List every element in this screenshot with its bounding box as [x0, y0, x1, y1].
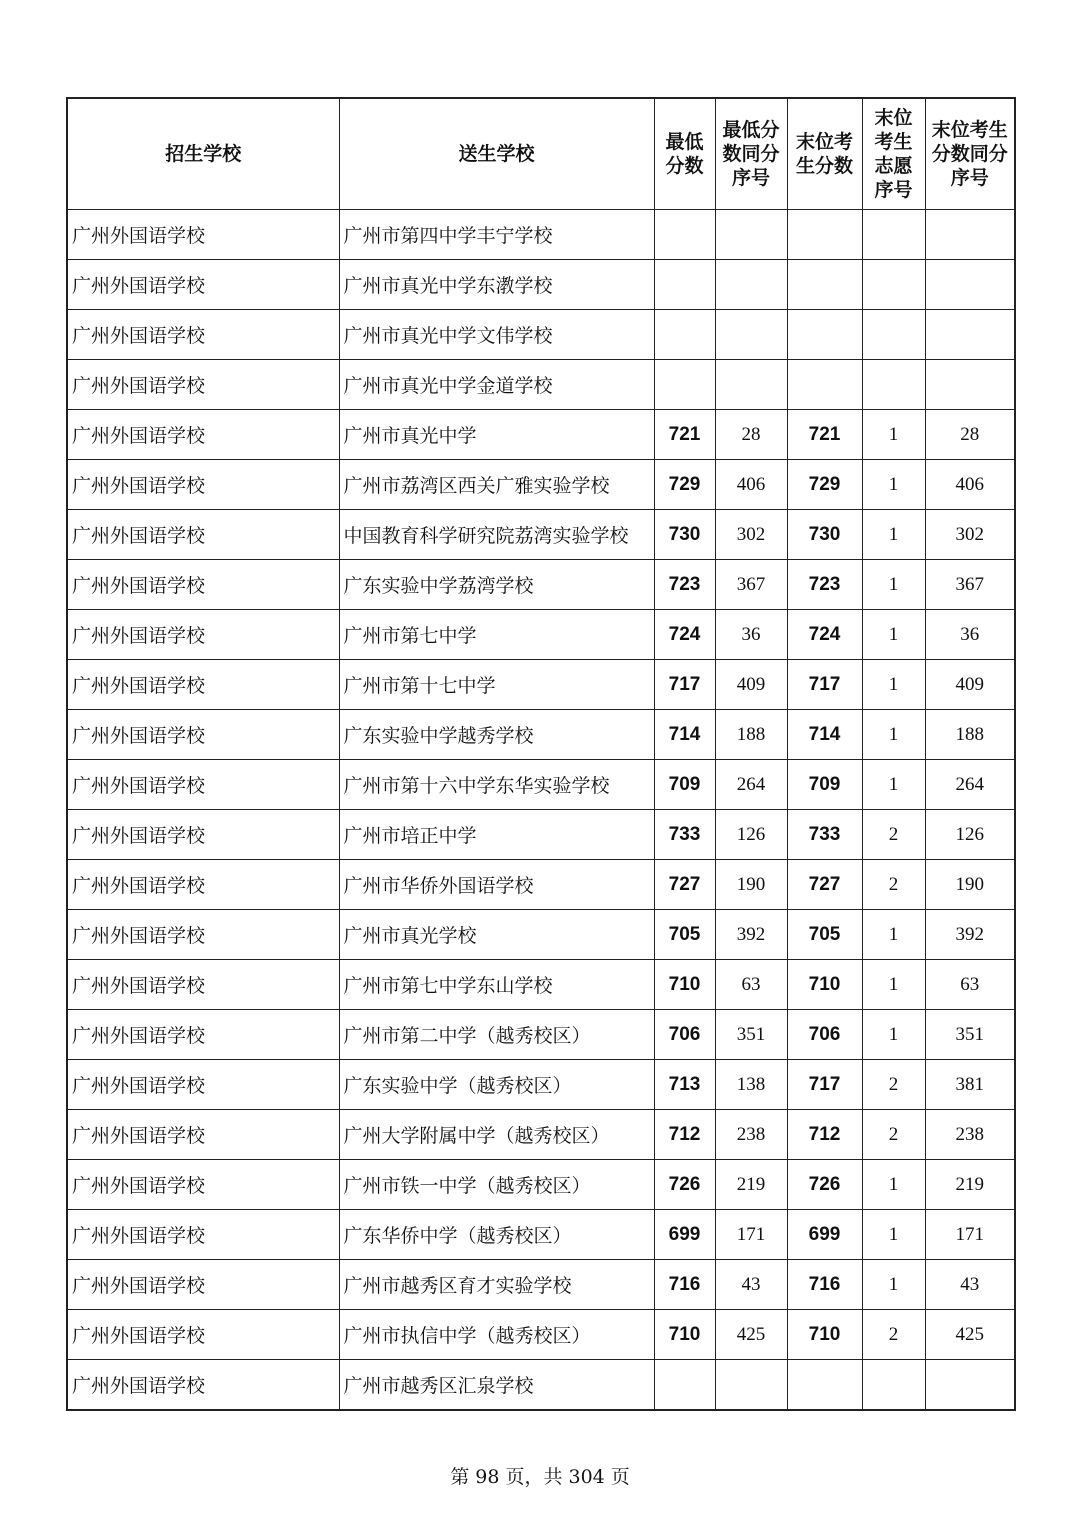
- min-score-tie-rank-cell: 171: [715, 1210, 787, 1260]
- last-student-preference-rank-cell: 1: [862, 960, 925, 1010]
- last-student-preference-rank-cell: 2: [862, 1310, 925, 1360]
- sending-school-cell: 中国教育科学研究院荔湾实验学校: [339, 510, 654, 560]
- min-score-cell: 706: [654, 1010, 715, 1060]
- min-score-tie-rank-cell: [715, 310, 787, 360]
- table-row: [67, 1110, 1015, 1160]
- last-student-tie-rank-cell: 43: [925, 1260, 1015, 1310]
- last-student-score-cell: 730: [787, 510, 862, 560]
- header-last-student-tie-rank: 末位考生分数同分序号: [925, 98, 1015, 210]
- min-score-cell: [654, 360, 715, 410]
- last-student-score-cell: 705: [787, 910, 862, 960]
- last-student-tie-rank-cell: 351: [925, 1010, 1015, 1060]
- last-student-preference-rank-cell: 1: [862, 560, 925, 610]
- enrolling-school-cell: 广州外国语学校: [67, 1260, 339, 1310]
- last-student-tie-rank-cell: 36: [925, 610, 1015, 660]
- table-row: [67, 860, 1015, 910]
- last-student-tie-rank-cell: [925, 210, 1015, 260]
- enrolling-school-cell: 广州外国语学校: [67, 760, 339, 810]
- last-student-tie-rank-cell: 264: [925, 760, 1015, 810]
- sending-school-cell: 广东华侨中学（越秀校区）: [339, 1210, 654, 1260]
- admission-table-container: [66, 97, 1014, 1411]
- header-last-student-preference-rank: 末位考生志愿序号: [862, 98, 925, 210]
- last-student-preference-rank-cell: 1: [862, 1260, 925, 1310]
- last-student-preference-rank-cell: [862, 310, 925, 360]
- enrolling-school-cell: 广州外国语学校: [67, 1210, 339, 1260]
- min-score-tie-rank-cell: [715, 1360, 787, 1411]
- min-score-cell: 705: [654, 910, 715, 960]
- min-score-cell: 713: [654, 1060, 715, 1110]
- last-student-preference-rank-cell: 1: [862, 610, 925, 660]
- last-student-score-cell: 733: [787, 810, 862, 860]
- last-student-preference-rank-cell: 2: [862, 860, 925, 910]
- sending-school-cell: 广州市真光学校: [339, 910, 654, 960]
- last-student-score-cell: 717: [787, 1060, 862, 1110]
- enrolling-school-cell: 广州外国语学校: [67, 610, 339, 660]
- sending-school-cell: 广东实验中学荔湾学校: [339, 560, 654, 610]
- table-row: [67, 660, 1015, 710]
- last-student-score-cell: [787, 210, 862, 260]
- min-score-tie-rank-cell: 138: [715, 1060, 787, 1110]
- table-row: [67, 710, 1015, 760]
- sending-school-cell: 广州市真光中学: [339, 410, 654, 460]
- min-score-cell: 729: [654, 460, 715, 510]
- table-row: [67, 560, 1015, 610]
- last-student-score-cell: 716: [787, 1260, 862, 1310]
- table-row: [67, 1060, 1015, 1110]
- last-student-score-cell: [787, 260, 862, 310]
- table-row: [67, 310, 1015, 360]
- min-score-cell: 717: [654, 660, 715, 710]
- enrolling-school-cell: 广州外国语学校: [67, 360, 339, 410]
- last-student-tie-rank-cell: 406: [925, 460, 1015, 510]
- enrolling-school-cell: 广州外国语学校: [67, 1010, 339, 1060]
- min-score-cell: 723: [654, 560, 715, 610]
- table-row: [67, 610, 1015, 660]
- min-score-tie-rank-cell: 302: [715, 510, 787, 560]
- last-student-tie-rank-cell: 28: [925, 410, 1015, 460]
- last-student-score-cell: 729: [787, 460, 862, 510]
- sending-school-cell: 广州市培正中学: [339, 810, 654, 860]
- last-student-preference-rank-cell: 2: [862, 1110, 925, 1160]
- sending-school-cell: 广州市华侨外国语学校: [339, 860, 654, 910]
- last-student-score-cell: 709: [787, 760, 862, 810]
- table-row: [67, 510, 1015, 560]
- table-row: [67, 1360, 1015, 1411]
- enrolling-school-cell: 广州外国语学校: [67, 410, 339, 460]
- min-score-tie-rank-cell: [715, 260, 787, 310]
- last-student-preference-rank-cell: 1: [862, 460, 925, 510]
- min-score-tie-rank-cell: 43: [715, 1260, 787, 1310]
- last-student-preference-rank-cell: 1: [862, 710, 925, 760]
- last-student-tie-rank-cell: 63: [925, 960, 1015, 1010]
- min-score-cell: [654, 310, 715, 360]
- enrolling-school-cell: 广州外国语学校: [67, 210, 339, 260]
- last-student-preference-rank-cell: 1: [862, 760, 925, 810]
- last-student-score-cell: 724: [787, 610, 862, 660]
- table-row: [67, 1260, 1015, 1310]
- min-score-tie-rank-cell: 264: [715, 760, 787, 810]
- sending-school-cell: 广州市第十六中学东华实验学校: [339, 760, 654, 810]
- last-student-score-cell: 727: [787, 860, 862, 910]
- min-score-tie-rank-cell: 28: [715, 410, 787, 460]
- min-score-cell: 709: [654, 760, 715, 810]
- enrolling-school-cell: 广州外国语学校: [67, 1160, 339, 1210]
- min-score-cell: 724: [654, 610, 715, 660]
- last-student-tie-rank-cell: [925, 360, 1015, 410]
- last-student-preference-rank-cell: 1: [862, 1010, 925, 1060]
- enrolling-school-cell: 广州外国语学校: [67, 460, 339, 510]
- header-sending-school: 送生学校: [339, 98, 654, 210]
- enrolling-school-cell: 广州外国语学校: [67, 1310, 339, 1360]
- last-student-tie-rank-cell: 392: [925, 910, 1015, 960]
- last-student-preference-rank-cell: 1: [862, 1160, 925, 1210]
- last-student-tie-rank-cell: 219: [925, 1160, 1015, 1210]
- last-student-preference-rank-cell: [862, 260, 925, 310]
- enrolling-school-cell: 广州外国语学校: [67, 660, 339, 710]
- min-score-tie-rank-cell: [715, 360, 787, 410]
- min-score-tie-rank-cell: 392: [715, 910, 787, 960]
- table-header: [67, 98, 1015, 210]
- last-student-score-cell: 723: [787, 560, 862, 610]
- last-student-preference-rank-cell: 1: [862, 410, 925, 460]
- sending-school-cell: 广州市第七中学东山学校: [339, 960, 654, 1010]
- sending-school-cell: 广东实验中学越秀学校: [339, 710, 654, 760]
- last-student-tie-rank-cell: 190: [925, 860, 1015, 910]
- last-student-score-cell: 714: [787, 710, 862, 760]
- last-student-preference-rank-cell: 2: [862, 1060, 925, 1110]
- last-student-score-cell: 710: [787, 1310, 862, 1360]
- min-score-tie-rank-cell: 126: [715, 810, 787, 860]
- min-score-cell: [654, 1360, 715, 1411]
- sending-school-cell: 广东实验中学（越秀校区）: [339, 1060, 654, 1110]
- enrolling-school-cell: 广州外国语学校: [67, 310, 339, 360]
- min-score-cell: [654, 210, 715, 260]
- last-student-tie-rank-cell: 238: [925, 1110, 1015, 1160]
- min-score-tie-rank-cell: [715, 210, 787, 260]
- last-student-preference-rank-cell: 1: [862, 1210, 925, 1260]
- header-enrolling-school: 招生学校: [67, 98, 339, 210]
- min-score-tie-rank-cell: 425: [715, 1310, 787, 1360]
- last-student-tie-rank-cell: 126: [925, 810, 1015, 860]
- table-row: [67, 810, 1015, 860]
- sending-school-cell: 广州市铁一中学（越秀校区）: [339, 1160, 654, 1210]
- table-row: [67, 960, 1015, 1010]
- min-score-tie-rank-cell: 238: [715, 1110, 787, 1160]
- min-score-tie-rank-cell: 190: [715, 860, 787, 910]
- min-score-tie-rank-cell: 36: [715, 610, 787, 660]
- table-row: [67, 1310, 1015, 1360]
- min-score-cell: 730: [654, 510, 715, 560]
- table-body: [67, 210, 1015, 1411]
- last-student-score-cell: 721: [787, 410, 862, 460]
- min-score-cell: [654, 260, 715, 310]
- min-score-tie-rank-cell: 219: [715, 1160, 787, 1210]
- sending-school-cell: 广州市第七中学: [339, 610, 654, 660]
- table-row: [67, 1010, 1015, 1060]
- last-student-tie-rank-cell: 302: [925, 510, 1015, 560]
- min-score-tie-rank-cell: 188: [715, 710, 787, 760]
- min-score-cell: 733: [654, 810, 715, 860]
- last-student-tie-rank-cell: 381: [925, 1060, 1015, 1110]
- last-student-preference-rank-cell: 1: [862, 910, 925, 960]
- last-student-tie-rank-cell: 409: [925, 660, 1015, 710]
- table-row: [67, 1210, 1015, 1260]
- min-score-tie-rank-cell: 406: [715, 460, 787, 510]
- enrolling-school-cell: 广州外国语学校: [67, 1360, 339, 1411]
- last-student-score-cell: 710: [787, 960, 862, 1010]
- last-student-preference-rank-cell: 2: [862, 810, 925, 860]
- min-score-cell: 710: [654, 1310, 715, 1360]
- last-student-score-cell: [787, 310, 862, 360]
- min-score-cell: 712: [654, 1110, 715, 1160]
- sending-school-cell: 广州市执信中学（越秀校区）: [339, 1310, 654, 1360]
- last-student-score-cell: [787, 360, 862, 410]
- header-last-student-score: 末位考生分数: [787, 98, 862, 210]
- last-student-tie-rank-cell: 425: [925, 1310, 1015, 1360]
- enrolling-school-cell: 广州外国语学校: [67, 960, 339, 1010]
- table-row: [67, 410, 1015, 460]
- min-score-tie-rank-cell: 409: [715, 660, 787, 710]
- enrolling-school-cell: 广州外国语学校: [67, 810, 339, 860]
- last-student-tie-rank-cell: 171: [925, 1210, 1015, 1260]
- header-min-score: 最低分数: [654, 98, 715, 210]
- last-student-tie-rank-cell: [925, 310, 1015, 360]
- min-score-cell: 716: [654, 1260, 715, 1310]
- min-score-cell: 710: [654, 960, 715, 1010]
- sending-school-cell: 广州市真光中学金道学校: [339, 360, 654, 410]
- table-row: [67, 260, 1015, 310]
- enrolling-school-cell: 广州外国语学校: [67, 1110, 339, 1160]
- min-score-cell: 726: [654, 1160, 715, 1210]
- enrolling-school-cell: 广州外国语学校: [67, 860, 339, 910]
- enrolling-school-cell: 广州外国语学校: [67, 260, 339, 310]
- table-row: [67, 360, 1015, 410]
- last-student-preference-rank-cell: [862, 1360, 925, 1411]
- sending-school-cell: 广州市第二中学（越秀校区）: [339, 1010, 654, 1060]
- min-score-cell: 699: [654, 1210, 715, 1260]
- admission-score-table: [66, 97, 1016, 1411]
- page-number-footer: 第 98 页，共 304 页: [450, 1466, 630, 1488]
- table-row: [67, 210, 1015, 260]
- sending-school-cell: 广州市荔湾区西关广雅实验学校: [339, 460, 654, 510]
- sending-school-cell: 广州市越秀区汇泉学校: [339, 1360, 654, 1411]
- min-score-tie-rank-cell: 351: [715, 1010, 787, 1060]
- table-row: [67, 760, 1015, 810]
- enrolling-school-cell: 广州外国语学校: [67, 1060, 339, 1110]
- min-score-cell: 721: [654, 410, 715, 460]
- sending-school-cell: 广州市真光中学东漖学校: [339, 260, 654, 310]
- last-student-score-cell: 726: [787, 1160, 862, 1210]
- last-student-preference-rank-cell: 1: [862, 510, 925, 560]
- last-student-tie-rank-cell: 367: [925, 560, 1015, 610]
- sending-school-cell: 广州市越秀区育才实验学校: [339, 1260, 654, 1310]
- sending-school-cell: 广州市第四中学丰宁学校: [339, 210, 654, 260]
- min-score-tie-rank-cell: 63: [715, 960, 787, 1010]
- last-student-score-cell: 699: [787, 1210, 862, 1260]
- sending-school-cell: 广州市第十七中学: [339, 660, 654, 710]
- last-student-score-cell: [787, 1360, 862, 1411]
- min-score-cell: 727: [654, 860, 715, 910]
- header-row: [67, 98, 1015, 210]
- last-student-tie-rank-cell: [925, 1360, 1015, 1411]
- sending-school-cell: 广州大学附属中学（越秀校区）: [339, 1110, 654, 1160]
- header-min-score-tie-rank: 最低分数同分序号: [715, 98, 787, 210]
- last-student-preference-rank-cell: 1: [862, 660, 925, 710]
- last-student-preference-rank-cell: [862, 210, 925, 260]
- last-student-score-cell: 717: [787, 660, 862, 710]
- enrolling-school-cell: 广州外国语学校: [67, 510, 339, 560]
- min-score-cell: 714: [654, 710, 715, 760]
- sending-school-cell: 广州市真光中学文伟学校: [339, 310, 654, 360]
- table-row: [67, 1160, 1015, 1210]
- enrolling-school-cell: 广州外国语学校: [67, 560, 339, 610]
- last-student-tie-rank-cell: 188: [925, 710, 1015, 760]
- min-score-tie-rank-cell: 367: [715, 560, 787, 610]
- last-student-preference-rank-cell: [862, 360, 925, 410]
- last-student-tie-rank-cell: [925, 260, 1015, 310]
- last-student-score-cell: 712: [787, 1110, 862, 1160]
- enrolling-school-cell: 广州外国语学校: [67, 710, 339, 760]
- table-row: [67, 460, 1015, 510]
- enrolling-school-cell: 广州外国语学校: [67, 910, 339, 960]
- last-student-score-cell: 706: [787, 1010, 862, 1060]
- table-row: [67, 910, 1015, 960]
